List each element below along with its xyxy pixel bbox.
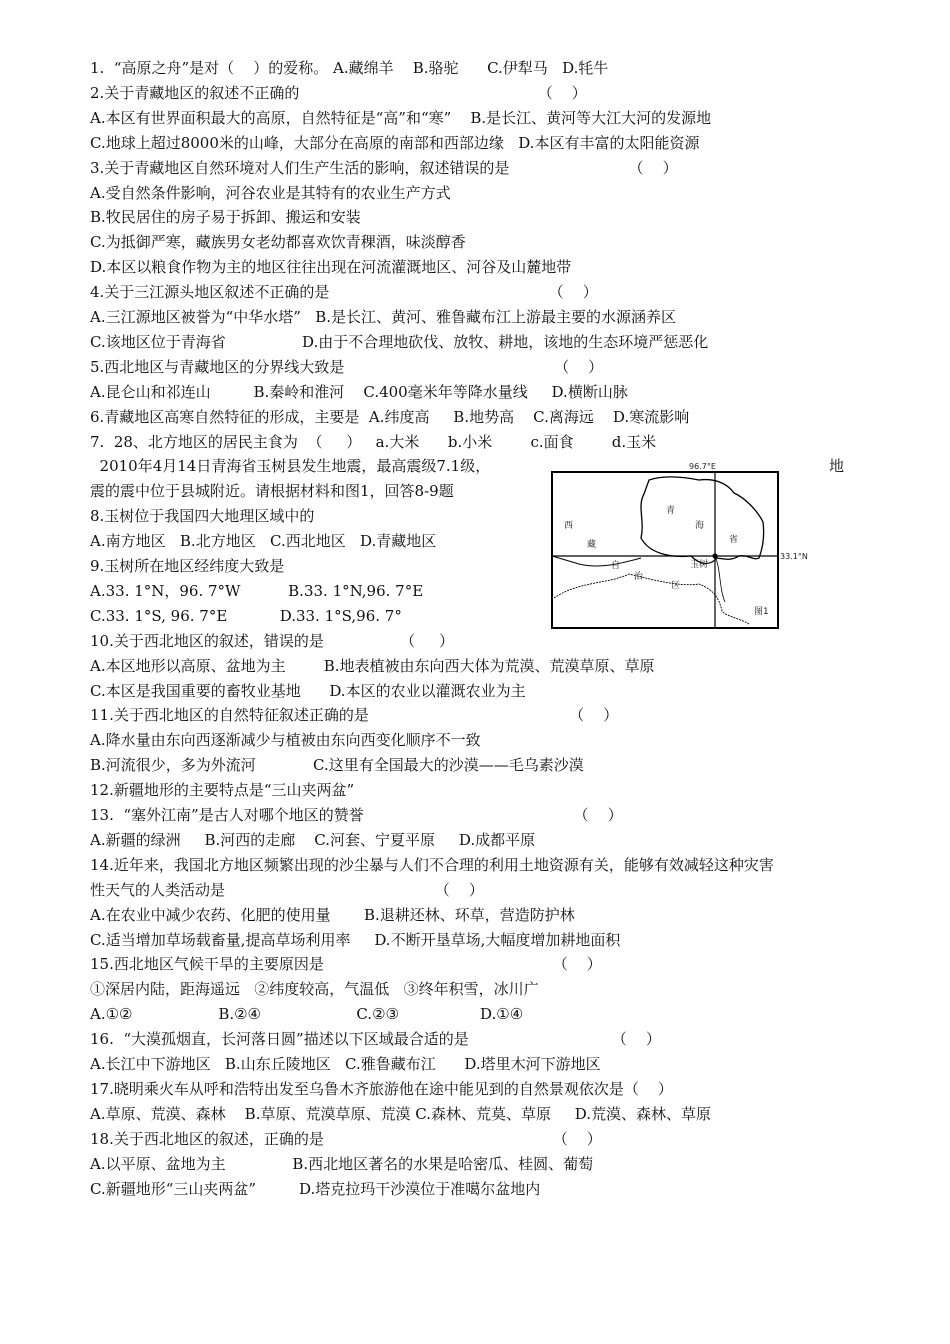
map-label-qing: 青: [666, 506, 676, 516]
text-line: A.昆仑山和祁连山 B.秦岭和淮河 C.400毫米年等降水量线 D.横断山脉: [90, 382, 628, 401]
text-line: C.适当增加草场载畜量,提高草场利用率 D.不断开垦草场,大幅度增加耕地面积: [90, 930, 621, 949]
text-line: C.为抵御严寒，藏族男女老幼都喜欢饮青稞酒，味淡醇香: [90, 233, 466, 252]
text-line: A.本区地形以高原、盆地为主 B.地表植被由东向西大体为荒漠、荒漠草原、草原: [90, 656, 655, 675]
map-frame: [552, 472, 778, 628]
text-line: C.该地区位于青海省 D.由于不合理地砍伐、放牧、耕地，该地的生态环境严惩恶化: [90, 332, 709, 351]
text-line: 15.西北地区气候干旱的主要原因是 （ ）: [90, 955, 602, 974]
map-label-yushu: 玉树: [690, 560, 709, 570]
map-svg: [549, 458, 831, 634]
text-line: 4.关于三江源头地区叙述不正确的是 （ ）: [90, 283, 598, 302]
text-line: A.新疆的绿洲 B.河西的走廊 C.河套、宁夏平原 D.成都平原: [90, 830, 536, 849]
text-line: 9.玉树所在地区经纬度大致是: [90, 557, 285, 575]
text-line: 6.青藏地区高寒自然特征的形成，主要是 A.纬度高 B.地势高 C.离海远 D.寒流影响: [90, 407, 690, 426]
question-7-tail-text: 地: [829, 457, 845, 475]
text-line: 10.关于西北地区的叙述，错误的是 （ ）: [90, 631, 454, 650]
longitude-label: 96.7°E: [689, 462, 716, 471]
text-line: 5.西北地区与青藏地区的分界线大致是 （ ）: [90, 357, 604, 376]
map-label-sheng: 省: [729, 535, 739, 545]
text-line: 13. “塞外江南”是古人对哪个地区的赞誉 （ ）: [90, 806, 623, 824]
southern-border: [554, 574, 749, 624]
text-line: C.地球上超过8000米的山峰，大部分在高原的南部和西部边缘 D.本区有丰富的太阳能资源: [90, 133, 700, 152]
text-line: 2010年4月14日青海省玉树县发生地震，最高震级7.1级，: [90, 457, 491, 476]
figure-1-map: [549, 458, 831, 634]
map-label-zi: 自: [611, 561, 621, 571]
text-line: C.33. 1°S, 96. 7°E D.33. 1°S,96. 7°: [90, 606, 402, 625]
text-line: 震的震中位于县城附近。请根据材料和图1，回答8-9题: [90, 482, 454, 501]
map-label-zang: 藏: [587, 540, 597, 550]
text-line: 3.关于青藏地区自然环境对人们生产生活的影响，叙述错误的是 （ ）: [90, 158, 678, 177]
text-line: 8.玉树位于我国四大地理区域中的: [90, 507, 315, 526]
text-line: 18.关于西北地区的叙述，正确的是 （ ）: [90, 1129, 602, 1148]
text-line: 17.晓明乘火车从呼和浩特出发至乌鲁木齐旅游他在途中能见到的自然景观依次是（ ）: [90, 1079, 673, 1098]
map-label-qu: 区: [671, 581, 681, 591]
text-line: 1. “高原之舟”是对（ ）的爱称。 A.藏绵羊 B.骆驼 C.伊犁马 D.牦牛: [90, 59, 609, 77]
text-line: A.本区有世界面积最大的高原，自然特征是“高”和“寒” B.是长江、黄河等大江大河的发源地: [90, 108, 712, 127]
text-line: A.在农业中减少农药、化肥的使用量 B.退耕还林、环草，营造防护林: [90, 905, 575, 924]
text-line: 7. 28、北方地区的居民主食为 （ ） a.大米 b.小米 c.面食 d.玉米: [90, 432, 657, 451]
text-line: C.本区是我国重要的畜牧业基地 D.本区的农业以灌溉农业为主: [90, 681, 526, 700]
river-line: [715, 556, 725, 602]
text-line: B.牧民居住的房子易于拆卸、搬运和安装: [90, 208, 361, 227]
map-label-zhi: 治: [634, 572, 644, 582]
latitude-label: 33.1°N: [780, 552, 808, 561]
text-line: 12.新疆地形的主要特点是“三山夹两盆”: [90, 781, 355, 800]
text-line: 性天气的人类活动是 （ ）: [90, 880, 484, 899]
text-line: A.①② B.②④ C.②③ D.①④: [90, 1005, 524, 1024]
map-label-xi: 西: [564, 521, 574, 531]
text-line: D.本区以粮食作物为主的地区往往出现在河流灌溉地区、河谷及山麓地带: [90, 258, 572, 277]
tibet-boundary: [552, 556, 641, 566]
map-figure-label: 图1: [754, 607, 769, 617]
text-line: ①深居内陆，距海遥远 ②纬度较高，气温低 ③终年积雪，冰川广: [90, 980, 539, 999]
text-line: 16. “大漠孤烟直，长河落日圆”描述以下区域最合适的是 （ ）: [90, 1030, 661, 1049]
yushu-marker: [712, 553, 717, 558]
text-line: A.降水量由东向西逐渐减少与植被由东向西变化顺序不一致: [90, 731, 481, 750]
text-line: A.受自然条件影响，河谷农业是其特有的农业生产方式: [90, 183, 451, 202]
text-line: A.草原、荒漠、森林 B.草原、荒漠草原、荒漠 C.森林、荒莫、草原 D.荒漠、森林、草原: [90, 1104, 712, 1123]
text-line: 14.近年来，我国北方地区频繁出现的沙尘暴与人们不合理的利用土地资源有关，能够有效减轻这种灾害: [90, 855, 774, 874]
text-line: A.以平原、盆地为主 B.西北地区著名的水果是哈密瓜、桂圆、葡萄: [90, 1154, 594, 1173]
text-line: C.新疆地形“三山夹两盆” D.塔克拉玛干沙漠位于准噶尔盆地内: [90, 1179, 541, 1198]
text-line: 11.关于西北地区的自然特征叙述正确的是 （ ）: [90, 706, 619, 725]
text-line: B.河流很少，多为外流河 C.这里有全国最大的沙漠——毛乌素沙漠: [90, 756, 584, 775]
text-line: A.三江源地区被誉为“中华水塔” B.是长江、黄河、雅鲁藏布江上游最主要的水源涵养区: [90, 308, 677, 326]
text-line: A.南方地区 B.北方地区 C.西北地区 D.青藏地区: [90, 532, 437, 551]
text-line: 2.关于青藏地区的叙述不正确的 （ ）: [90, 83, 587, 102]
map-label-hai: 海: [695, 521, 705, 531]
text-line: A.长江中下游地区 B.山东丘陵地区 C.雅鲁藏布江 D.塔里木河下游地区: [90, 1055, 601, 1073]
text-line: A.33. 1°N，96. 7°W B.33. 1°N,96. 7°E: [90, 581, 424, 600]
